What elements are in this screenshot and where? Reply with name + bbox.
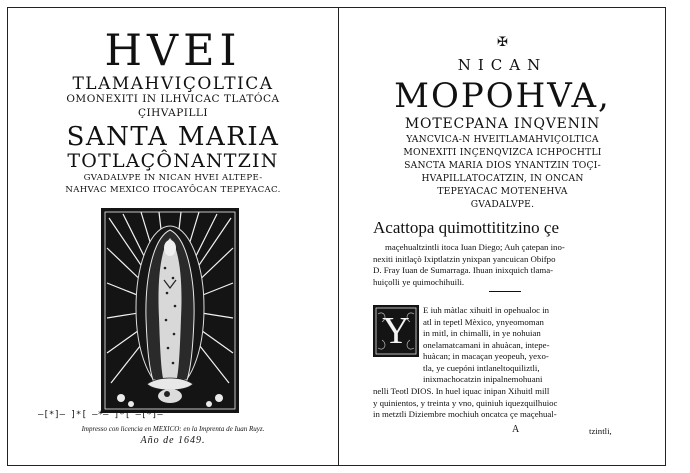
drop-body-line: huàcan; in macaçan yeopeuh, yexo- [423, 351, 549, 361]
right-subtitle-3: MONEXITI INÇENQVIZCA ICHPOCHTLI [403, 147, 602, 158]
drop-body [423, 305, 623, 386]
imprint-line: Impresso con licencia en MEXICO: en la Imprenta de Iuan Ruyz. [81, 425, 265, 433]
engraving-art [101, 208, 239, 413]
right-subtitle-1: MOTECPANA INQVENIN [404, 116, 601, 132]
full-body-line: in metztli Diziembre mochiuh oncatca çe maçehual- [373, 409, 557, 419]
mopohua-title: MOPOHVA, [394, 76, 611, 116]
right-subtitle-6: TEPEYACAC MOTENEHVA [437, 186, 568, 197]
guadalupe-engraving [101, 208, 239, 413]
heading-body-line: D. Fray Iuan de Sumarraga. Ihuan inixquich tlama- [373, 265, 554, 275]
subtitle-line-2: OMONEXITI IN ILHVICAC TLATÓCA [66, 93, 280, 105]
imprint-year: Año de 1649. [140, 435, 206, 446]
catchword-signature: A [512, 424, 520, 435]
heading-body-line: huiçolli ye quimochihuili. [373, 276, 465, 287]
dropcap-letter: Y [382, 310, 410, 352]
heading-body-line: maçehualtzintli itoca Iuan Diego; Auh çatepan ino- [385, 242, 565, 252]
main-title: HVEI [104, 26, 242, 76]
full-body [373, 386, 625, 421]
right-subtitle-7: GVADALVPE. [470, 199, 535, 210]
drop-body-line: atl in tepetl Mèxico, ynyeomoman [423, 316, 544, 327]
page-spread [7, 7, 666, 466]
right-subtitle-4: SANCTA MARIA DIOS YNANTZIN TOÇI- [404, 160, 601, 171]
full-body-line: nelli Teotl DIOS. In huel iquac inipan Xihuitl mill [373, 386, 550, 396]
name-line-2: TOTLAÇÔNANTZIN [67, 150, 279, 172]
drop-body-line: in mitl, in chimalli, in ye nohuian [423, 328, 541, 338]
place-line-1: GVADALVPE IN NICAN HVEI ALTEPE- [83, 173, 263, 183]
subtitle-line-3: ÇIHVAPILLI [137, 107, 209, 119]
heading-body [373, 242, 653, 288]
drop-body-line: inixmachocatzin inipalnemohuani [423, 374, 543, 384]
rule-line [489, 291, 521, 292]
catchword: tzintli, [589, 426, 612, 436]
right-subtitle-2: YANCVICA-N HVEITLAMAHVIÇOLTICA [406, 134, 599, 145]
subtitle-line-1: TLAMAHVIÇOLTICA [72, 74, 274, 94]
title-page-left [8, 8, 338, 465]
nican-title: NICAN [457, 56, 548, 74]
drop-body-line: tla, ye cuepóni intlaneltoquiliztli, [423, 362, 540, 373]
drop-body-line: E iuh màtlac xihuitl in opehualoc in [423, 305, 550, 315]
right-subtitle-5: HVAPILLATOCATZIN, IN ONCAN [421, 173, 584, 184]
place-line-2: NAHVAC MEXICO ITOCAYÔCAN TEPEYACAC. [65, 185, 281, 195]
full-body-line: y quinientos, y treinta y vno, quiniuh iquezquilhuioc [373, 397, 558, 408]
section-heading: Acattopa quimottititzino çe [373, 218, 560, 237]
name-line-1: SANTA MARIA [66, 122, 280, 152]
dropcap-ornament [373, 305, 419, 357]
drop-body-line: onelamatcamani in ahuàcan, intepe- [423, 339, 550, 350]
title-page-right [339, 8, 666, 465]
ornament-border: —[*]— ]*[ —*— ]*[ —[*]— [38, 410, 163, 420]
heading-body-line: nexiti initlaçò Ixiptlatzin ynixpan yancuican Obifpo [373, 253, 556, 264]
cross-icon: ✠ [497, 35, 508, 50]
